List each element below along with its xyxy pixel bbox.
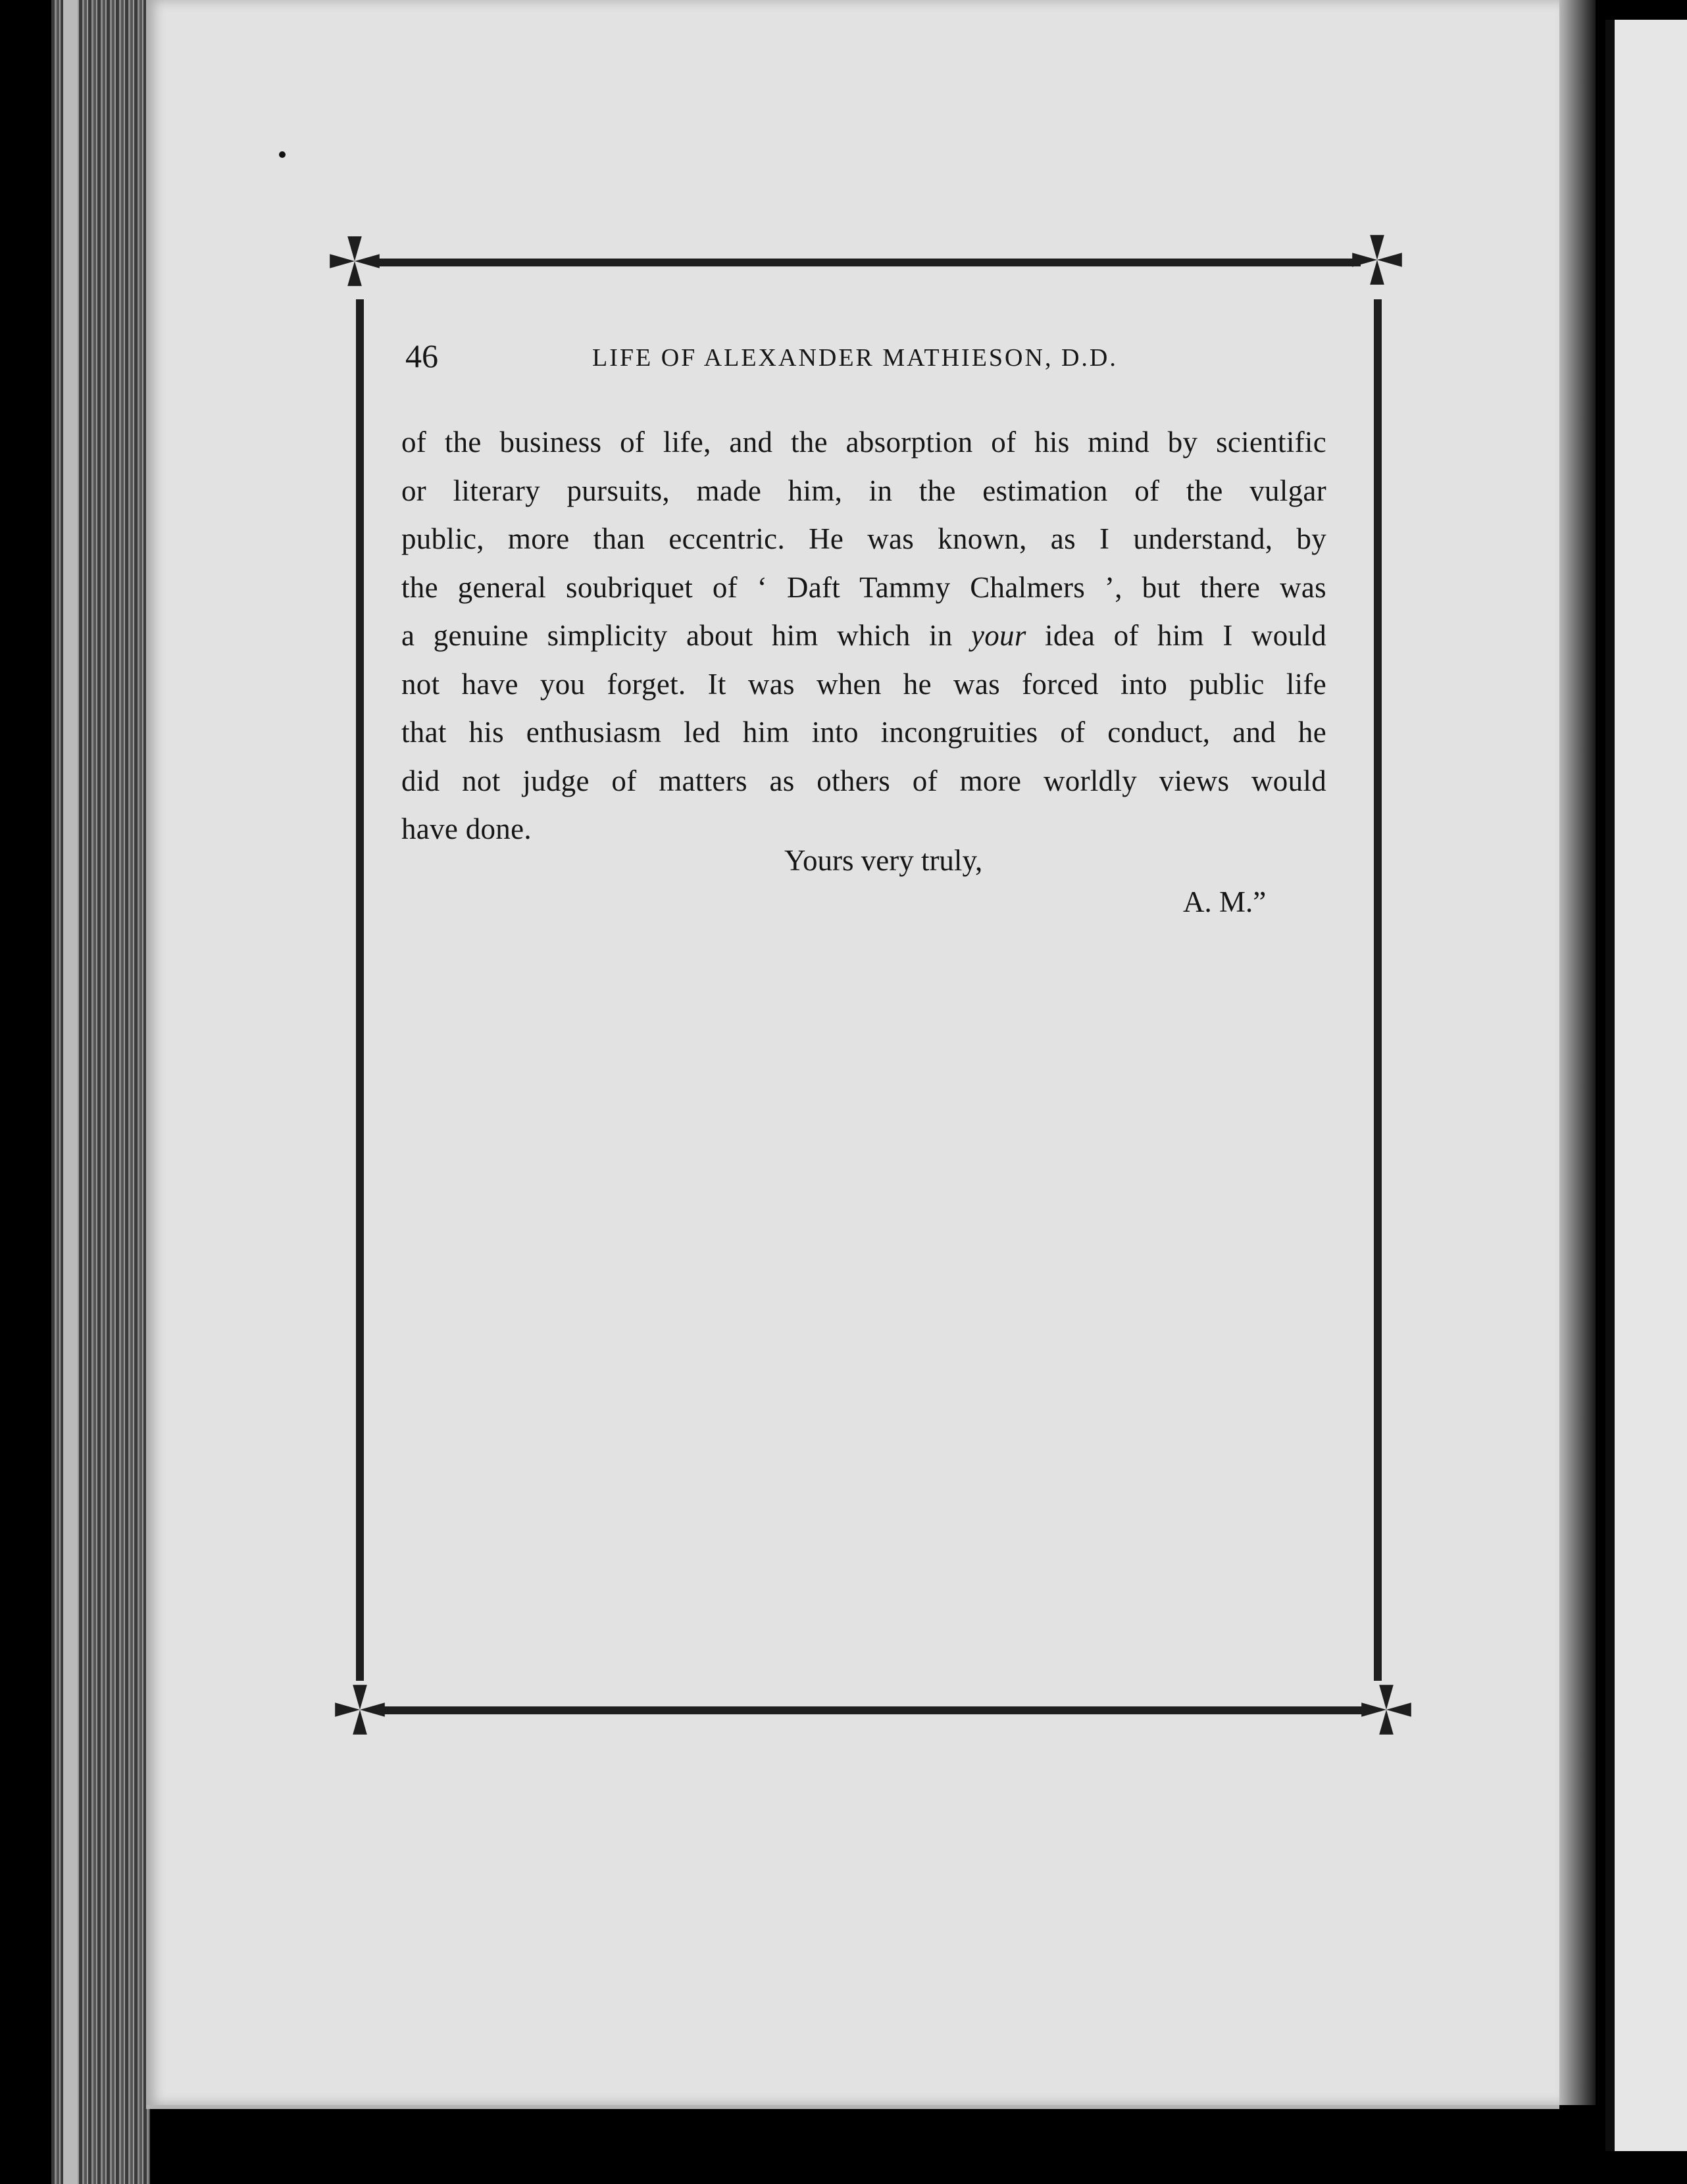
page-number: 46 (405, 337, 438, 374)
body-line: did not judge of matters as others of more worldly views would (401, 764, 1326, 797)
maltese-cross-icon (330, 1680, 390, 1739)
maltese-cross-icon (1357, 1680, 1416, 1739)
body-line: not have you forget. It was when he was forced into public life (401, 667, 1326, 701)
page-edge-highlight (63, 0, 78, 2184)
frame-bottom-rule (382, 1706, 1369, 1714)
body-line: or literary pursuits, made him, in the estimation of the vulgar (401, 474, 1326, 507)
body-line: the general soubriquet of ‘ Daft Tammy Chalmers ’, but there was (401, 570, 1326, 604)
italic-word: your (970, 619, 1026, 652)
body-text (401, 418, 1326, 854)
body-line: public, more than eccentric. He was known, as I understand, by (401, 522, 1326, 555)
frame-left-rule (356, 299, 364, 1681)
body-line: that his enthusiasm led him into incongruities of conduct, and he (401, 716, 1326, 749)
gutter-shadow (1559, 0, 1596, 2105)
frame-top-rule (375, 259, 1361, 266)
letter-signoff: Yours very truly, (784, 844, 983, 877)
body-line: of the business of life, and the absorption of his mind by scientific (401, 426, 1326, 459)
running-title: LIFE OF ALEXANDER MATHIESON, D.D. (592, 344, 1118, 372)
body-line-segment: idea of him I would (1045, 619, 1326, 652)
facing-page-edge (1605, 20, 1687, 2151)
body-line: have done. (401, 812, 532, 845)
body-line-segment: a genuine simplicity about him which in (401, 619, 953, 652)
ink-speck (279, 151, 286, 158)
body-line-with-italic (401, 612, 1326, 660)
letter-initials: A. M.” (1183, 885, 1267, 918)
frame-right-rule (1374, 299, 1382, 1681)
maltese-cross-icon (325, 232, 384, 291)
maltese-cross-icon (1347, 230, 1407, 289)
